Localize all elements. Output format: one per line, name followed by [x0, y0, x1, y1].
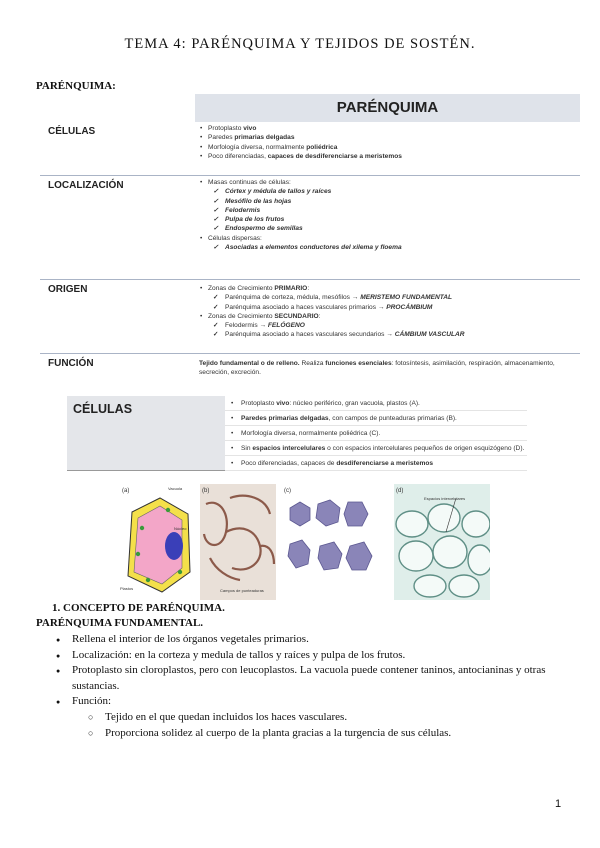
figure-c-label: (c) [284, 488, 291, 494]
list-item: • Sin espacios intercelulares o con espacios intercelulares pequeños de origen esquizógeno (D). [225, 441, 527, 456]
sub-heading: PARÉNQUIMA FUNDAMENTAL. [36, 617, 204, 629]
row-origen [40, 280, 580, 354]
page-number: 1 [555, 798, 562, 810]
row-value: Tejido fundamental o de relleno. Realiza funciones esenciales: fotosíntesis, asimilación, respiración, almacenamiento, secreción, excreción. [199, 360, 555, 377]
list-item: ● Localización: en la corteza y medula de tallos y raíces y pulpa de los frutos. [36, 648, 576, 664]
row-key: FUNCIÓN [48, 358, 94, 369]
list-item: • Protoplasto vivo [199, 124, 576, 133]
figure-b [200, 484, 276, 600]
list-item: ● Rellena el interior de los órganos vegetales primarios. [36, 632, 576, 648]
list-item: • Zonas de Crecimiento PRIMARIO: [199, 284, 576, 293]
bullet-list [36, 632, 576, 741]
row-celulas [40, 122, 580, 176]
sub-list-item: ○ Proporciona solidez al cuerpo de la planta gracias a la turgencia de sus células. [36, 726, 576, 742]
list-item: • Morfología diversa, normalmente poliédrica [199, 143, 576, 152]
row-localizacion [40, 176, 580, 280]
row-funcion [40, 354, 580, 390]
polyhedral-cells-icon [282, 484, 384, 600]
sub-list-item: ○ Tejido en el que quedan incluidos los haces vasculares. [36, 710, 576, 726]
figure-a-nucleus-label: Núcleo [174, 526, 187, 531]
check-item: ✓ Córtex y médula de tallos y raíces [199, 187, 576, 196]
row-key: LOCALIZACIÓN [48, 180, 124, 191]
list-item: ● Función: [36, 694, 576, 710]
row-value [195, 122, 580, 175]
figure-a-plastid-label: Plastos [120, 586, 134, 591]
list-item: • Poco diferenciadas, capaces de desdiferenciarse a meristemos [199, 152, 576, 161]
check-item: ✓ Mesófilo de las hojas [199, 197, 576, 206]
check-item: ✓ Pulpa de los frutos [199, 215, 576, 224]
figure-b-label: (b) [202, 488, 210, 494]
figure-d-caption: Espacios intercelulares [424, 496, 466, 501]
check-item: ✓ Asociadas a elementos conductores del xilema y floema [199, 243, 576, 252]
check-item: ✓ Parénquima asociado a haces vasculares primarios → PROCÁMBIUM [199, 303, 576, 312]
figure-a-label: (a) [122, 488, 130, 494]
check-item: ✓ Felodermis → FELÓGENO [199, 321, 576, 330]
intercellular-spaces-icon [394, 484, 490, 600]
section-heading: 1. CONCEPTO DE PARÉNQUIMA. [52, 602, 225, 614]
figure-d-label: (d) [396, 488, 404, 494]
parenchyma-figures [118, 484, 490, 604]
cells-key: CÉLULAS [67, 396, 225, 470]
figure-b-caption: Campos de punteaduras [220, 588, 264, 593]
cells-values [225, 396, 527, 470]
parenquima-summary-table [40, 94, 580, 390]
list-item: • Paredes primarias delgadas [199, 133, 576, 142]
list-item: • Células dispersas: [199, 234, 576, 243]
table-header: PARÉNQUIMA [195, 94, 580, 122]
check-item: ✓ Parénquima de corteza, médula, mesófilos → MERISTEMO FUNDAMENTAL [199, 293, 576, 302]
figure-a-vacuole-label: Vacuola [168, 486, 183, 491]
list-item: • Zonas de Crecimiento SECUNDARIO: [199, 312, 576, 321]
row-key: CÉLULAS [48, 126, 96, 137]
list-item: • Morfología diversa, normalmente poliédrica (C). [225, 426, 527, 441]
figure-a [118, 484, 196, 600]
cell-walls-icon [200, 484, 276, 584]
section-label: PARÉNQUIMA: [36, 80, 116, 92]
row-value [195, 176, 580, 279]
list-item: ● Protoplasto sin cloroplastos, pero con leucoplastos. La vacuola puede contener taninos, antocianinas y otras sustancias. [36, 663, 576, 694]
figure-c [282, 484, 384, 600]
list-item: • Paredes primarias delgadas, con campos de punteaduras primarias (B). [225, 411, 527, 426]
row-key: ORIGEN [48, 284, 88, 295]
check-item: ✓ Parénquima asociado a haces vasculares secundarios → CÁMBIUM VASCULAR [199, 330, 576, 339]
check-item: ✓ Felodermis [199, 206, 576, 215]
list-item: • Poco diferenciadas, capaces de desdiferenciarse a meristemos [225, 456, 527, 471]
cells-detail-table [67, 396, 527, 471]
list-item: • Protoplasto vivo: núcleo periférico, gran vacuola, plastos (A). [225, 396, 527, 411]
row-value [195, 280, 580, 353]
cell-diagram-icon [118, 484, 196, 600]
figure-d [394, 484, 490, 600]
list-item: • Masas continuas de células: [199, 178, 576, 187]
check-item: ✓ Endospermo de semillas [199, 224, 576, 233]
page-title: TEMA 4: PARÉNQUIMA Y TEJIDOS DE SOSTÉN. [124, 36, 476, 52]
